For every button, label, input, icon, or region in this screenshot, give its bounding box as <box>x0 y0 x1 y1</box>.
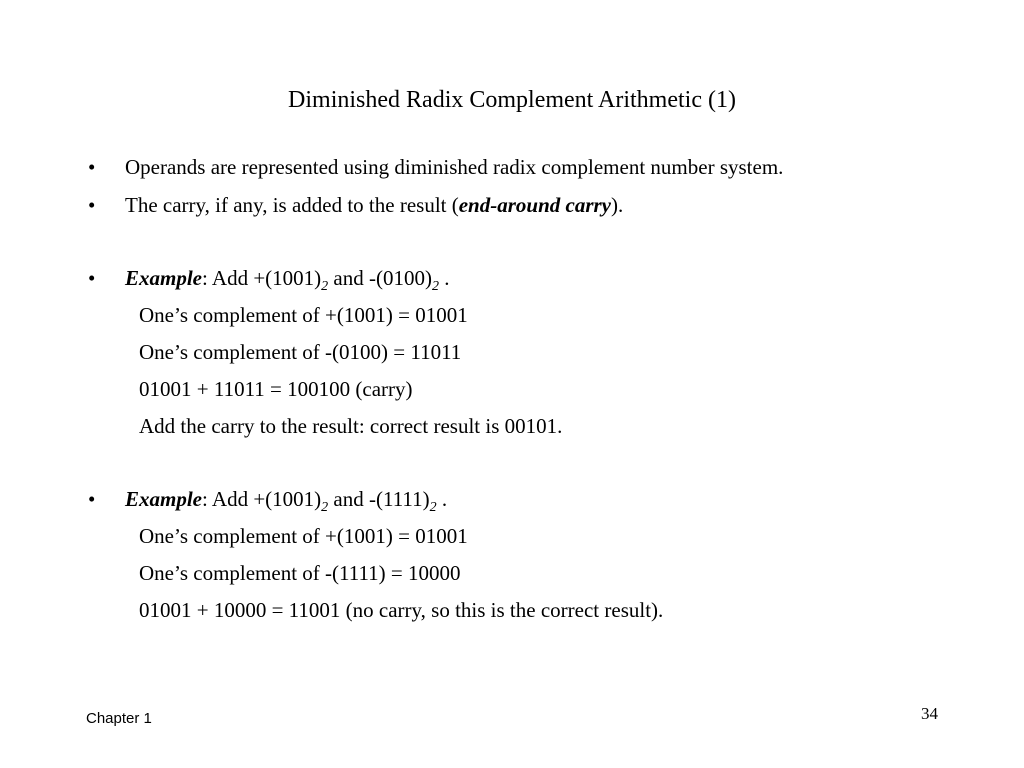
example-2-step: One’s complement of +(1001) = 01001 <box>139 524 468 548</box>
bullet-marker: • <box>88 155 96 179</box>
subscript: 2 <box>321 500 329 515</box>
bullet-marker: • <box>88 487 96 511</box>
bullet-operands: Operands are represented using diminished radix complement number system. <box>125 155 784 179</box>
example-text: : Add +(1001) <box>202 487 322 511</box>
slide-title: Diminished Radix Complement Arithmetic (1) <box>288 87 736 113</box>
example-text: and -(0100) <box>328 266 432 290</box>
example-text: and -(1111) <box>328 487 430 511</box>
example-1-step: 01001 + 11011 = 100100 (carry) <box>139 377 413 401</box>
subscript: 2 <box>321 279 329 294</box>
example-2-step: 01001 + 10000 = 11001 (no carry, so this is the correct result). <box>139 598 664 622</box>
bullet-marker: • <box>88 266 96 290</box>
example-text: . <box>436 487 448 511</box>
example-2-step: One’s complement of -(1111) = 10000 <box>139 561 461 585</box>
example-1-step: One’s complement of -(0100) = 11011 <box>139 340 462 364</box>
example-2-heading <box>125 486 448 515</box>
example-1-step: One’s complement of +(1001) = 01001 <box>139 303 468 327</box>
example-label: Example <box>125 487 202 511</box>
bullet-carry-text: The carry, if any, is added to the result ( <box>125 193 459 217</box>
example-1-step: Add the carry to the result: correct result is 00101. <box>139 414 563 438</box>
bullet-carry <box>125 192 623 218</box>
bullet-marker: • <box>88 193 96 217</box>
subscript: 2 <box>431 279 439 294</box>
bullet-carry-close: ). <box>611 193 624 217</box>
example-1-heading <box>125 265 450 294</box>
example-text: . <box>438 266 450 290</box>
page-number: 34 <box>921 704 938 723</box>
footer-chapter: Chapter 1 <box>86 710 152 727</box>
example-label: Example <box>125 266 202 290</box>
end-around-carry-term: end-around carry <box>458 193 611 217</box>
subscript: 2 <box>429 500 437 515</box>
example-text: : Add +(1001) <box>202 266 322 290</box>
